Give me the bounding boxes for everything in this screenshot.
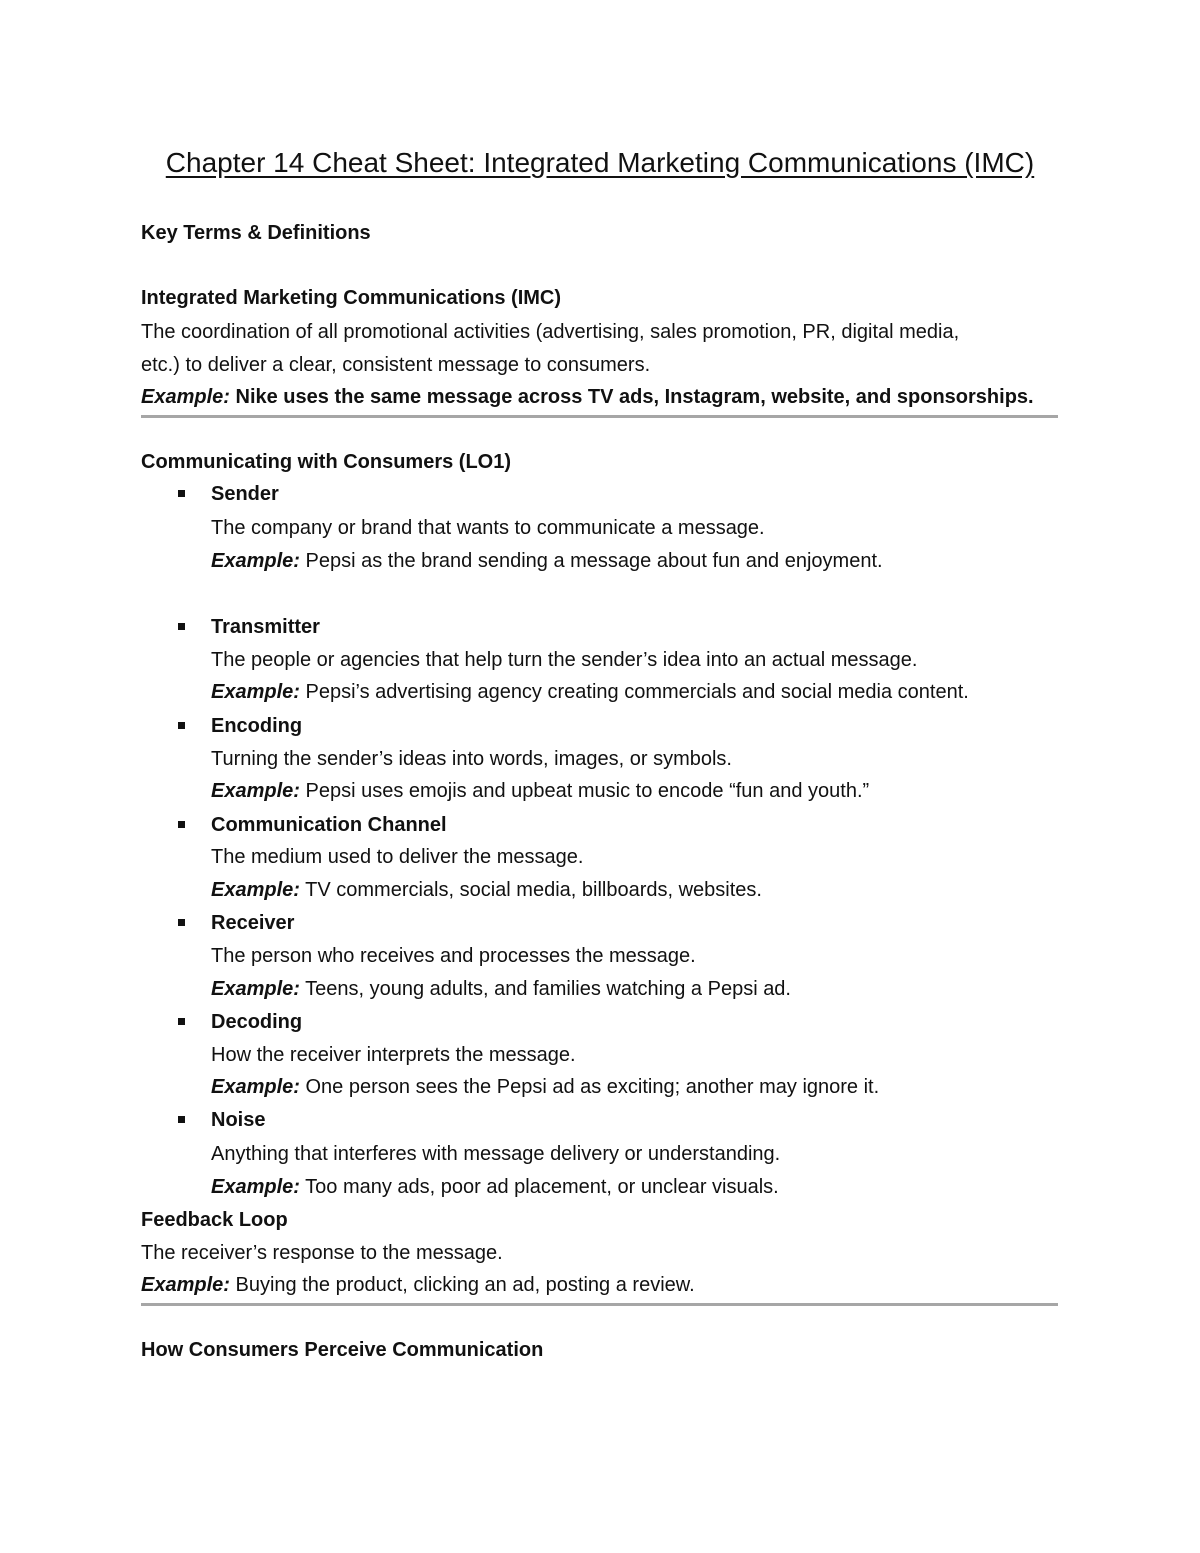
term-encoding: Encoding — [211, 715, 303, 737]
example-transmitter — [211, 678, 969, 706]
example-sender — [211, 547, 883, 575]
section-divider — [141, 415, 1058, 418]
example-label: Example: — [211, 978, 300, 1000]
communicating-heading: Communicating with Consumers (LO1) — [141, 451, 512, 473]
example-label: Example: — [211, 550, 300, 572]
term-sender: Sender — [211, 483, 279, 505]
imc-example — [141, 383, 1034, 411]
example-receiver-text: Teens, young adults, and families watching a Pepsi ad. — [305, 978, 791, 1000]
term-transmitter: Transmitter — [211, 616, 320, 638]
term-decoding: Decoding — [211, 1011, 303, 1033]
example-label: Example: — [211, 780, 300, 802]
example-label: Example: — [141, 386, 230, 408]
imc-definition-line-1: The coordination of all promotional activities (advertising, sales promotion, PR, digital media, — [141, 321, 960, 343]
feedback-definition: The receiver’s response to the message. — [141, 1242, 503, 1264]
example-receiver — [211, 975, 791, 1003]
term-receiver: Receiver — [211, 912, 295, 934]
term-noise: Noise — [211, 1109, 266, 1131]
bullet-icon — [178, 490, 185, 497]
example-noise-text: Too many ads, poor ad placement, or unclear visuals. — [305, 1176, 779, 1198]
bullet-icon — [178, 623, 185, 630]
imc-definition-line-2: etc.) to deliver a clear, consistent message to consumers. — [141, 354, 651, 376]
definition-encoding: Turning the sender’s ideas into words, images, or symbols. — [211, 748, 732, 770]
example-communication-channel — [211, 876, 762, 904]
section-divider — [141, 1303, 1058, 1306]
example-label: Example: — [211, 681, 300, 703]
definition-sender: The company or brand that wants to communicate a message. — [211, 517, 765, 539]
imc-heading: Integrated Marketing Communications (IMC) — [141, 287, 562, 309]
imc-example-text: Nike uses the same message across TV ads, Instagram, website, and sponsorships. — [235, 386, 1034, 408]
definition-transmitter: The people or agencies that help turn the sender’s idea into an actual message. — [211, 649, 918, 671]
bullet-icon — [178, 1018, 185, 1025]
definition-decoding: How the receiver interprets the message. — [211, 1044, 576, 1066]
feedback-example-text: Buying the product, clicking an ad, posting a review. — [235, 1274, 695, 1296]
example-label: Example: — [211, 1176, 300, 1198]
example-label: Example: — [211, 879, 300, 901]
section-heading: Key Terms & Definitions — [141, 222, 371, 244]
perceive-heading: How Consumers Perceive Communication — [141, 1339, 544, 1361]
example-label: Example: — [141, 1274, 230, 1296]
feedback-example — [141, 1271, 695, 1299]
example-sender-text: Pepsi as the brand sending a message about fun and enjoyment. — [305, 550, 883, 572]
example-communication-channel-text: TV commercials, social media, billboards, websites. — [305, 879, 762, 901]
example-noise — [211, 1173, 779, 1201]
bullet-icon — [178, 821, 185, 828]
example-transmitter-text: Pepsi’s advertising agency creating commercials and social media content. — [305, 681, 969, 703]
example-encoding-text: Pepsi uses emojis and upbeat music to encode “fun and youth.” — [305, 780, 870, 802]
feedback-heading: Feedback Loop — [141, 1209, 288, 1231]
example-encoding — [211, 777, 869, 805]
example-decoding-text: One person sees the Pepsi ad as exciting; another may ignore it. — [305, 1076, 880, 1098]
definition-communication-channel: The medium used to deliver the message. — [211, 846, 584, 868]
bullet-icon — [178, 919, 185, 926]
term-communication-channel: Communication Channel — [211, 814, 447, 836]
example-decoding — [211, 1073, 879, 1101]
bullet-icon — [178, 722, 185, 729]
example-label: Example: — [211, 1076, 300, 1098]
document-title: Chapter 14 Cheat Sheet: Integrated Marketing Communications (IMC) — [165, 147, 1035, 178]
definition-noise: Anything that interferes with message delivery or understanding. — [211, 1143, 781, 1165]
definition-receiver: The person who receives and processes the message. — [211, 945, 696, 967]
bullet-icon — [178, 1116, 185, 1123]
